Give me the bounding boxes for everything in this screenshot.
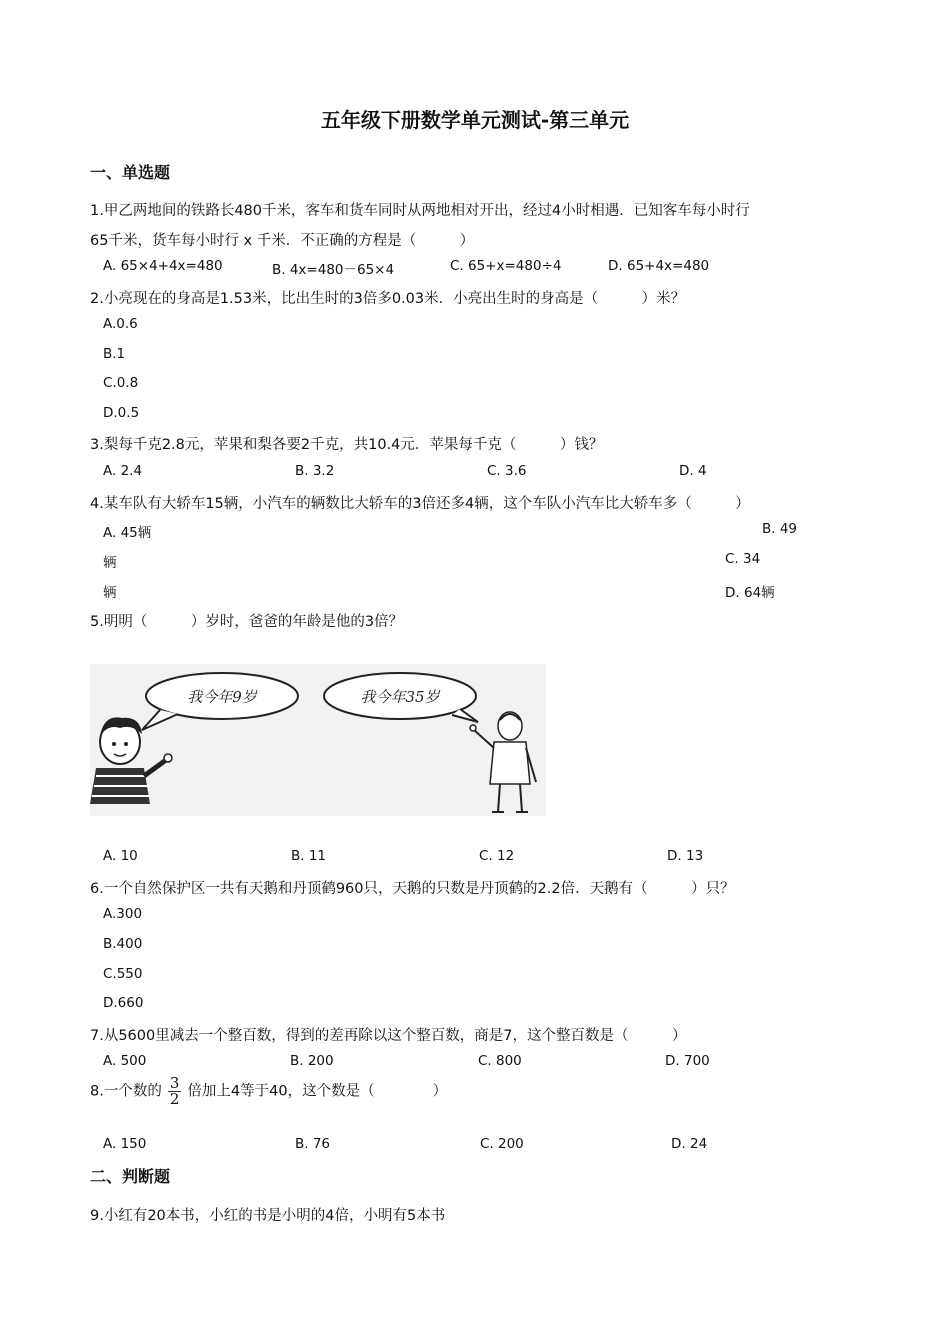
- q2-option-b: B.1: [103, 346, 126, 362]
- q4-unit-wrap-1: 辆: [103, 555, 117, 571]
- q6-option-a: A.300: [103, 906, 143, 922]
- q3-option-b: B. 3.2: [295, 463, 335, 479]
- q6-option-c: C.550: [103, 966, 143, 982]
- q8-option-a: A. 150: [103, 1136, 147, 1152]
- q4-option-c: C. 34: [725, 551, 761, 567]
- question-2: 2.小亮现在的身高是1.53米，比出生时的3倍多0.03米．小亮出生时的身高是（ ）米？: [90, 291, 686, 307]
- question-1-line-2: 65千米，货车每小时行 x 千米．不正确的方程是（ ）: [90, 233, 475, 249]
- q6-option-d: D.660: [103, 995, 144, 1011]
- q4-option-b: B. 49: [762, 521, 798, 537]
- question-5: 5.明明（ ）岁时，爸爸的年龄是他的3倍？: [90, 614, 404, 630]
- q5-option-d: D. 13: [667, 848, 704, 864]
- question-9: 9.小红有20本书，小红的书是小明的4倍，小明有5本书: [90, 1208, 446, 1224]
- q8-option-c: C. 200: [480, 1136, 524, 1152]
- question-6: 6.一个自然保护区一共有天鹅和丹顶鹤960只，天鹅的只数是丹顶鹤的2.2倍．天鹅有（ ）只？: [90, 881, 735, 897]
- q8-fraction: [168, 1076, 182, 1107]
- q1-option-d: D. 65+4x=480: [608, 258, 710, 274]
- q8-fraction-denominator: 2: [169, 1090, 180, 1108]
- q5-illustration: [90, 664, 546, 816]
- q7-option-a: A. 500: [103, 1053, 147, 1069]
- q2-option-a: A.0.6: [103, 316, 138, 332]
- q3-option-a: A. 2.4: [103, 463, 143, 479]
- q4-unit-wrap-2: 辆: [103, 585, 117, 601]
- q8-fraction-numerator: 3: [169, 1074, 180, 1092]
- q5-option-c: C. 12: [479, 848, 515, 864]
- q2-option-d: D.0.5: [103, 405, 140, 421]
- q1-option-c: C. 65+x=480÷4: [450, 258, 562, 274]
- q3-option-d: D. 4: [679, 463, 707, 479]
- section-heading-single-choice: 一、单选题: [90, 163, 171, 182]
- q6-option-b: B.400: [103, 936, 143, 952]
- page-title: 五年级下册数学单元测试-第三单元: [320, 108, 630, 132]
- q8-option-b: B. 76: [295, 1136, 331, 1152]
- q7-option-d: D. 700: [665, 1053, 710, 1069]
- q4-option-d: D. 64辆: [725, 585, 775, 601]
- q1-option-b: B. 4x=480－65×4: [272, 262, 395, 278]
- q4-option-a: A. 45辆: [103, 525, 152, 541]
- question-3: 3.梨每千克2.8元，苹果和梨各要2千克，共10.4元．苹果每千克（ ）钱？: [90, 437, 604, 453]
- question-1-line-1: 1.甲乙两地间的铁路长480千米，客车和货车同时从两地相对开出，经过4小时相遇．已知客车每小时行: [90, 203, 750, 219]
- q3-option-c: C. 3.6: [487, 463, 527, 479]
- section-heading-true-false: 二、判断题: [90, 1167, 171, 1186]
- q7-option-b: B. 200: [290, 1053, 334, 1069]
- question-4: 4.某车队有大轿车15辆，小汽车的辆数比大轿车的3倍还多4辆，这个车队小汽车比大轿车多（ ）: [90, 496, 750, 512]
- q5-option-a: A. 10: [103, 848, 138, 864]
- q5-option-b: B. 11: [291, 848, 327, 864]
- q7-option-c: C. 800: [478, 1053, 522, 1069]
- question-8: [90, 1076, 447, 1107]
- q8-prefix: 8.一个数的: [90, 1083, 162, 1100]
- q5-illustration-svg: [90, 664, 546, 816]
- q1-option-a: A. 65×4+4x=480: [103, 258, 223, 274]
- boy-bubble-text: 我今年9岁: [187, 688, 257, 706]
- q8-option-d: D. 24: [671, 1136, 708, 1152]
- q2-option-c: C.0.8: [103, 375, 139, 391]
- dad-bubble-text: 我今年35岁: [360, 688, 440, 706]
- question-7: 7.从5600里减去一个整百数，得到的差再除以这个整百数，商是7，这个整百数是（ ）: [90, 1028, 687, 1044]
- q8-suffix: 倍加上4等于40，这个数是（ ）: [187, 1083, 448, 1100]
